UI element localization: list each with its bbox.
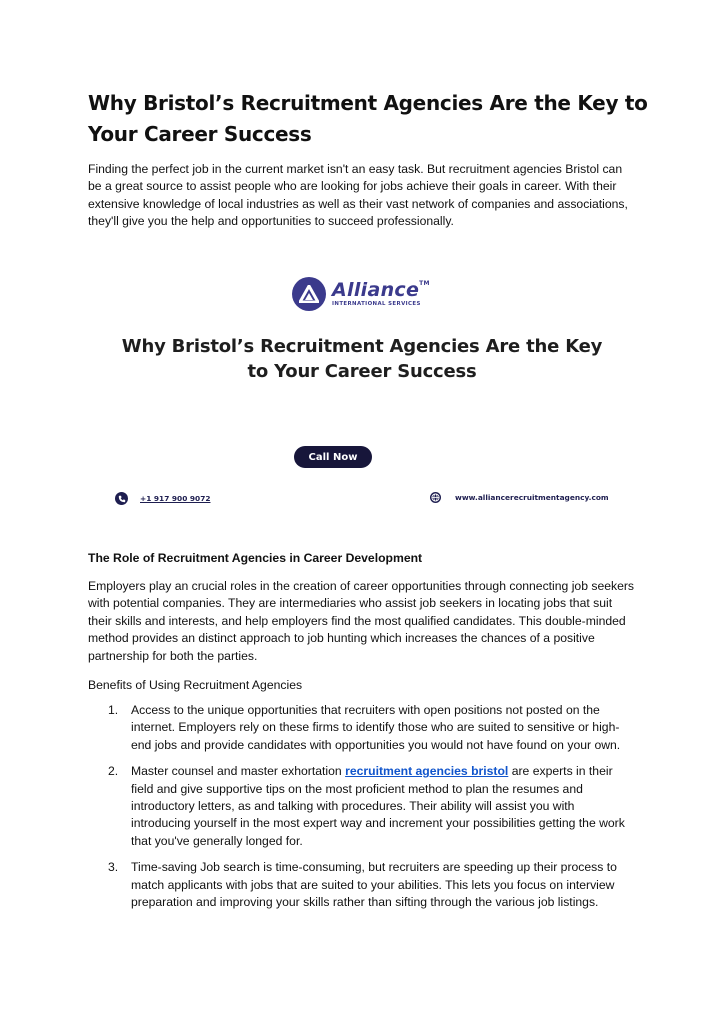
globe-icon — [430, 492, 441, 503]
list-item — [88, 763, 636, 850]
phone-number[interactable]: +1 917 900 9072 — [140, 494, 211, 503]
logo-triangle-icon — [292, 277, 326, 311]
alliance-logo — [292, 276, 430, 312]
list-item-text: Access to the unique opportunities that recruiters with open positions not posted on the internet. Employers rely on these firms to identify those who are suited to sensitive or high-end jobs and provide candidates with opportunities you would not have found on your own. — [131, 703, 621, 752]
phone-icon — [115, 492, 128, 505]
list-number: 1. — [108, 703, 119, 717]
website-contact[interactable] — [430, 492, 609, 503]
page-title: Why Bristol’s Recruitment Agencies Are the Key to Your Career Success — [88, 91, 648, 146]
list-number: 2. — [108, 764, 119, 779]
list-item-text: Master counsel and master exhortation recruitment agencies bristol are experts in their field and give supportive tips on the most proficient method to plan the resumes and introductory letters, as and talking with procedures. Their ability will assist you with introducing yourself in the most expert way and increment your possibilities getting the work that you've generally longed for. — [131, 764, 625, 848]
website-url[interactable]: www.alliancerecruitmentagency.com — [455, 493, 609, 502]
role-paragraph: Employers play an crucial roles in the creation of career opportunities through connecting job seekers with potential companies. They are intermediaries who assist job seekers in locating jobs that suit their skills and interests, and help employers find the most qualified candidates. This double-minded method provides an distinct approach to job hunting which increases the chances of a positive partnership for both the parties. — [88, 579, 635, 663]
promo-banner — [88, 262, 636, 524]
list-item-text: Time-saving Job search is time-consuming, but recruiters are speeding up their process to match applicants with jobs that are suited to your abilities. This lets you focus on interview preparation and improving your skills rather than sifting through the various job listings. — [131, 860, 617, 910]
list-number: 3. — [108, 860, 119, 875]
phone-contact[interactable] — [115, 492, 210, 505]
banner-heading: Why Bristol’s Recruitment Agencies Are the Key to Your Career Success — [121, 336, 603, 382]
benefits-list — [88, 702, 636, 920]
list-item — [88, 859, 636, 911]
recruitment-agencies-bristol-link[interactable]: recruitment agencies bristol — [345, 764, 509, 779]
role-section-heading: The Role of Recruitment Agencies in Career Development — [88, 551, 423, 565]
logo-name: Alliance™ — [332, 278, 430, 301]
benefits-title: Benefits of Using Recruitment Agencies — [88, 678, 303, 692]
intro-paragraph: Finding the perfect job in the current market isn't an easy task. But recruitment agencies Bristol can be a great source to assist people who are looking for jobs achieve their goals in career. With their extensive knowledge of local industries as well as their vast network of companies and associations, they'll give you the help and opportunities to succeed professionally. — [88, 162, 628, 229]
logo-subtitle: INTERNATIONAL SERVICES — [332, 300, 421, 307]
call-now-button[interactable]: Call Now — [294, 446, 372, 468]
list-item — [88, 702, 636, 754]
